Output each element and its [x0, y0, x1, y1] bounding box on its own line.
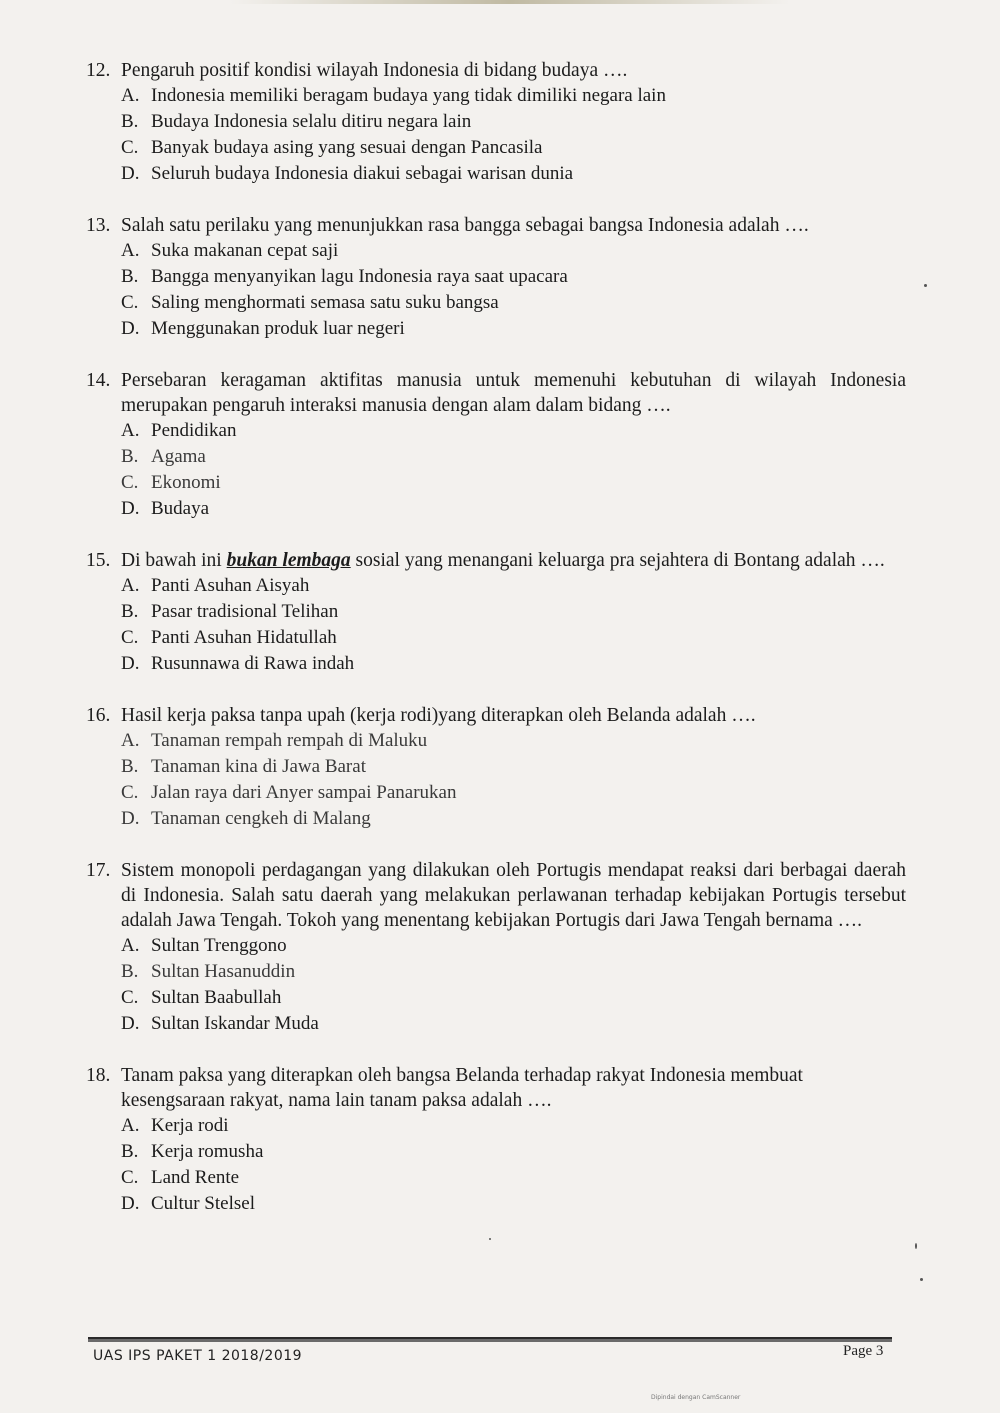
option-d: [121, 316, 906, 342]
option-text: Suka makanan cepat saji: [151, 240, 339, 261]
option-letter: A.: [121, 85, 140, 106]
question-number: 13.: [86, 215, 111, 236]
option-c: [121, 985, 906, 1011]
option-text: Pendidikan: [151, 420, 237, 441]
option-text: Menggunakan produk luar negeri: [151, 318, 405, 339]
option-letter: C.: [121, 782, 139, 803]
option-a: [121, 1113, 906, 1139]
question-number: 16.: [86, 705, 111, 726]
option-text: Panti Asuhan Hidatullah: [151, 627, 337, 648]
option-text: Sultan Hasanuddin: [151, 961, 296, 982]
option-text: Sultan Iskandar Muda: [151, 1013, 319, 1034]
option-c: [121, 290, 906, 316]
option-a: [121, 238, 906, 264]
scan-speck: [489, 1238, 491, 1240]
option-a: [121, 573, 906, 599]
option-a: [121, 418, 906, 444]
question-number: 12.: [86, 60, 111, 81]
option-letter: A.: [121, 420, 140, 441]
option-letter: D.: [121, 1193, 140, 1214]
option-text: Tanaman rempah rempah di Maluku: [151, 730, 428, 751]
question-text: Persebaran keragaman aktifitas manusia untuk memenuhi kebutuhan di wilayah Indonesia merupakan pengaruh interaksi manusia dengan alam dalam bidang ….: [121, 370, 906, 416]
option-text: Jalan raya dari Anyer sampai Panarukan: [151, 782, 457, 803]
question-list: [86, 58, 906, 1243]
option-text: Seluruh budaya Indonesia diakui sebagai warisan dunia: [151, 163, 574, 184]
option-letter: B.: [121, 446, 139, 467]
option-text: Agama: [151, 446, 206, 467]
option-text: Indonesia memiliki beragam budaya yang tidak dimiliki negara lain: [151, 85, 666, 106]
question-number: 15.: [86, 550, 111, 571]
option-list: [121, 933, 906, 1037]
option-text: Land Rente: [151, 1167, 240, 1188]
question-13: [86, 213, 906, 342]
option-a: [121, 933, 906, 959]
option-c: [121, 1165, 906, 1191]
option-letter: B.: [121, 961, 139, 982]
option-text: Panti Asuhan Aisyah: [151, 575, 310, 596]
option-letter: B.: [121, 111, 139, 132]
option-c: [121, 625, 906, 651]
option-c: [121, 470, 906, 496]
option-letter: A.: [121, 240, 140, 261]
scan-speck: [924, 284, 927, 287]
question-number: 17.: [86, 860, 111, 881]
option-d: [121, 806, 906, 832]
option-text: Budaya: [151, 498, 210, 519]
scanner-watermark: Dipindai dengan CamScanner: [651, 1394, 741, 1401]
option-text: Rusunnawa di Rawa indah: [151, 653, 355, 674]
option-d: [121, 496, 906, 522]
option-a: [121, 728, 906, 754]
question-16: [86, 703, 906, 832]
question-14: [86, 368, 906, 522]
option-c: [121, 135, 906, 161]
scan-speck: [920, 1278, 923, 1281]
option-d: [121, 1011, 906, 1037]
option-letter: B.: [121, 266, 139, 287]
option-letter: B.: [121, 1141, 139, 1162]
question-text: Salah satu perilaku yang menunjukkan rasa bangga sebagai bangsa Indonesia adalah ….: [121, 215, 809, 236]
question-number: 14.: [86, 370, 111, 391]
question-text-before: Di bawah ini: [121, 550, 227, 571]
option-list: [121, 238, 906, 342]
option-text: Kerja rodi: [151, 1115, 229, 1136]
option-text: Sultan Trenggono: [151, 935, 287, 956]
option-letter: B.: [121, 601, 139, 622]
question-18: [86, 1063, 906, 1217]
option-b: [121, 599, 906, 625]
scan-edge-top: [230, 0, 790, 4]
option-c: [121, 780, 906, 806]
option-b: [121, 109, 906, 135]
option-text: Budaya Indonesia selalu ditiru negara lain: [151, 111, 472, 132]
question-number: 18.: [86, 1065, 111, 1086]
question-15: [86, 548, 906, 677]
question-text: Sistem monopoli perdagangan yang dilakukan oleh Portugis mendapat reaksi dari berbagai daerah di Indonesia. Salah satu daerah yang melakukan perlawanan terhadap kebijakan Portugis tersebut adalah Jawa Tengah. Tokoh yang menentang kebijakan Portugis dari Jawa Tengah bernama ….: [121, 860, 906, 931]
option-text: Cultur Stelsel: [151, 1193, 255, 1214]
option-text: Bangga menyanyikan lagu Indonesia raya saat upacara: [151, 266, 568, 287]
footer-divider: [88, 1337, 892, 1342]
option-list: [121, 728, 906, 832]
option-letter: C.: [121, 1167, 139, 1188]
option-letter: D.: [121, 1013, 140, 1034]
option-text: Ekonomi: [151, 472, 221, 493]
option-text: Sultan Baabullah: [151, 987, 282, 1008]
question-12: [86, 58, 906, 187]
option-letter: D.: [121, 498, 140, 519]
option-list: [121, 573, 906, 677]
question-text: Pengaruh positif kondisi wilayah Indonesia di bidang budaya ….: [121, 60, 628, 81]
option-letter: D.: [121, 163, 140, 184]
option-b: [121, 754, 906, 780]
option-letter: D.: [121, 318, 140, 339]
option-list: [121, 83, 906, 187]
option-letter: A.: [121, 935, 140, 956]
option-list: [121, 1113, 906, 1217]
question-text: Hasil kerja paksa tanpa upah (kerja rodi)yang diterapkan oleh Belanda adalah ….: [121, 705, 756, 726]
question-text: [121, 548, 906, 573]
scan-speck: [915, 1243, 917, 1249]
option-letter: A.: [121, 730, 140, 751]
page-number: Page 3: [843, 1343, 884, 1359]
option-letter: D.: [121, 808, 140, 829]
option-b: [121, 959, 906, 985]
footer-exam-title: UAS IPS PAKET 1 2018/2019: [93, 1348, 303, 1364]
option-a: [121, 83, 906, 109]
option-letter: C.: [121, 472, 139, 493]
option-d: [121, 1191, 906, 1217]
option-text: Tanaman cengkeh di Malang: [151, 808, 371, 829]
option-letter: C.: [121, 137, 139, 158]
option-letter: D.: [121, 653, 140, 674]
emphasis-text: bukan lembaga: [226, 550, 351, 571]
option-text: Tanaman kina di Jawa Barat: [151, 756, 366, 777]
option-text: Pasar tradisional Telihan: [151, 601, 339, 622]
option-letter: C.: [121, 987, 139, 1008]
option-text: Saling menghormati semasa satu suku bangsa: [151, 292, 499, 313]
option-letter: A.: [121, 575, 140, 596]
question-17: [86, 858, 906, 1037]
option-d: [121, 161, 906, 187]
option-letter: C.: [121, 292, 139, 313]
option-letter: A.: [121, 1115, 140, 1136]
option-text: Kerja romusha: [151, 1141, 264, 1162]
option-d: [121, 651, 906, 677]
option-letter: B.: [121, 756, 139, 777]
option-b: [121, 1139, 906, 1165]
option-b: [121, 264, 906, 290]
option-b: [121, 444, 906, 470]
option-text: Banyak budaya asing yang sesuai dengan Pancasila: [151, 137, 543, 158]
question-text-after: sosial yang menangani keluarga pra sejahtera di Bontang adalah ….: [350, 550, 885, 571]
option-letter: C.: [121, 627, 139, 648]
question-text: Tanam paksa yang diterapkan oleh bangsa Belanda terhadap rakyat Indonesia membuat kesengsaraan rakyat, nama lain tanam paksa adalah ….: [121, 1065, 803, 1111]
option-list: [121, 418, 906, 522]
